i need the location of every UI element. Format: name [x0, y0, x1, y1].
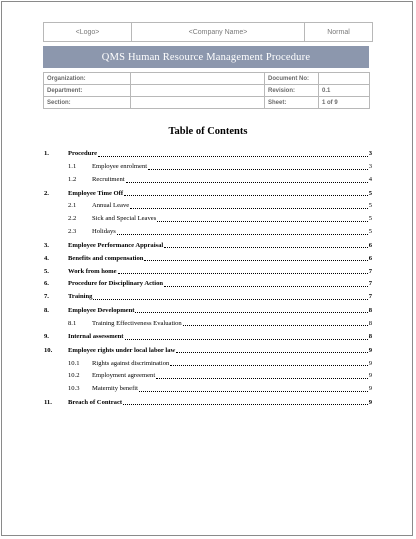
- toc-entry-title: Employment agreement: [92, 372, 156, 380]
- department-value: [131, 85, 265, 97]
- toc-entry-page: 6: [368, 241, 372, 249]
- toc-entry[interactable]: [42, 211, 372, 224]
- toc-entry-page: 5: [368, 202, 372, 210]
- toc-entry-title: Employee Performance Appraisal: [68, 241, 164, 249]
- section-label: Section:: [44, 97, 131, 109]
- toc-entry-title: Sick and Special Leaves: [92, 215, 157, 223]
- document-title-banner: QMS Human Resource Management Procedure: [43, 46, 369, 68]
- toc-entry-title: Procedure: [68, 150, 98, 158]
- toc-entry[interactable]: [42, 355, 372, 368]
- toc-entry[interactable]: [42, 302, 372, 315]
- organization-label: Organization:: [44, 73, 131, 85]
- toc-entry-title: Employee Development: [68, 306, 135, 314]
- toc-dot-leader: [183, 325, 368, 326]
- toc-entry-number: 10.: [44, 346, 53, 354]
- toc-entry-title: Employee enrolment: [92, 163, 148, 171]
- sheet-value: 1 of 9: [319, 97, 370, 109]
- toc-entry-number: 8.1: [68, 319, 77, 327]
- toc-entry[interactable]: [42, 198, 372, 211]
- toc-dot-leader: [125, 339, 368, 340]
- table-of-contents: [42, 146, 372, 407]
- toc-entry[interactable]: [42, 329, 372, 342]
- toc-entry-number: 1.2: [68, 176, 77, 184]
- toc-dot-leader: [170, 365, 367, 366]
- toc-dot-leader: [176, 352, 367, 353]
- toc-entry-page: 5: [368, 215, 372, 223]
- toc-entry-page: 7: [368, 267, 372, 275]
- toc-dot-leader: [93, 299, 367, 300]
- toc-entry-title: Benefits and compensation: [68, 254, 144, 262]
- toc-dot-leader: [98, 156, 368, 157]
- toc-entry-page: 9: [368, 359, 372, 367]
- toc-entry-title: Annual Leave: [92, 202, 130, 210]
- toc-dot-leader: [164, 247, 367, 248]
- toc-entry-number: 2.: [44, 189, 49, 197]
- toc-entry[interactable]: [42, 289, 372, 302]
- toc-entry[interactable]: [42, 224, 372, 237]
- department-label: Department:: [44, 85, 131, 97]
- revision-label: Revision:: [265, 85, 319, 97]
- revision-value: 0.1: [319, 85, 370, 97]
- toc-entry-number: 10.1: [68, 359, 80, 367]
- toc-entry[interactable]: [42, 276, 372, 289]
- toc-entry[interactable]: [42, 185, 372, 198]
- toc-dot-leader: [135, 312, 367, 313]
- toc-entry-page: 5: [368, 228, 372, 236]
- toc-entry-page: 6: [368, 254, 372, 262]
- toc-entry-number: 9.: [44, 333, 49, 341]
- toc-entry-number: 7.: [44, 293, 49, 301]
- logo-placeholder: <Logo>: [44, 23, 132, 42]
- toc-entry-title: Employee Time Off: [68, 189, 124, 197]
- toc-entry[interactable]: [42, 315, 372, 328]
- toc-entry[interactable]: [42, 394, 372, 407]
- toc-entry-page: 9: [368, 346, 372, 354]
- document-info-table: [43, 72, 370, 109]
- toc-entry-page: 7: [368, 280, 372, 288]
- toc-heading: Table of Contents: [168, 126, 248, 137]
- toc-entry[interactable]: [42, 263, 372, 276]
- toc-entry-number: 11.: [44, 398, 52, 406]
- toc-entry-title: Rights against discrimination: [92, 359, 170, 367]
- toc-entry-number: 2.2: [68, 215, 77, 223]
- toc-entry-number: 1.1: [68, 163, 77, 171]
- toc-entry[interactable]: [42, 237, 372, 250]
- toc-entry-page: 3: [368, 150, 372, 158]
- toc-entry-page: 5: [368, 189, 372, 197]
- toc-dot-leader: [126, 182, 368, 183]
- toc-entry-number: 2.3: [68, 228, 77, 236]
- toc-entry-page: 8: [368, 319, 372, 327]
- toc-dot-leader: [144, 260, 367, 261]
- toc-entry-title: Internal assessment: [68, 333, 124, 341]
- toc-entry-number: 8.: [44, 306, 49, 314]
- toc-dot-leader: [118, 273, 368, 274]
- toc-dot-leader: [130, 208, 368, 209]
- toc-entry-page: 8: [368, 306, 372, 314]
- toc-entry[interactable]: [42, 342, 372, 355]
- toc-entry-number: 4.: [44, 254, 49, 262]
- toc-entry-page: 9: [368, 398, 372, 406]
- toc-entry-number: 10.3: [68, 385, 80, 393]
- toc-entry-page: 8: [368, 333, 372, 341]
- toc-dot-leader: [157, 221, 367, 222]
- toc-entry-page: 4: [368, 176, 372, 184]
- toc-entry-title: Training Effectiveness Evaluation: [92, 319, 182, 327]
- toc-entry-title: Maternity benefit: [92, 385, 138, 393]
- toc-dot-leader: [139, 391, 368, 392]
- organization-value: [131, 73, 265, 85]
- toc-entry-title: Work from home: [68, 267, 117, 275]
- toc-entry[interactable]: [42, 172, 372, 185]
- document-no-value: [319, 73, 370, 85]
- toc-entry[interactable]: [42, 250, 372, 263]
- toc-dot-leader: [124, 195, 368, 196]
- toc-entry-number: 1.: [44, 150, 49, 158]
- toc-entry-number: 2.1: [68, 202, 77, 210]
- toc-entry[interactable]: [42, 381, 372, 394]
- toc-dot-leader: [148, 169, 368, 170]
- toc-entry-title: Recruitment: [92, 176, 125, 184]
- toc-entry-title: Breach of Contract: [68, 398, 123, 406]
- sheet-label: Sheet:: [265, 97, 319, 109]
- toc-entry-page: 9: [368, 385, 372, 393]
- document-status: Normal: [305, 23, 373, 42]
- company-name-placeholder: <Company Name>: [132, 23, 305, 42]
- toc-entry-page: 7: [368, 293, 372, 301]
- toc-entry-page: 3: [368, 163, 372, 171]
- toc-entry-page: 9: [368, 372, 372, 380]
- toc-entry[interactable]: [42, 159, 372, 172]
- toc-entry-title: Employee rights under local labor law: [68, 346, 176, 354]
- document-header: [43, 22, 373, 42]
- toc-dot-leader: [156, 378, 368, 379]
- toc-entry-title: Holidays: [92, 228, 116, 236]
- toc-dot-leader: [123, 404, 368, 405]
- section-value: [131, 97, 265, 109]
- toc-entry-title: Training: [68, 293, 93, 301]
- toc-entry-number: 10.2: [68, 372, 80, 380]
- toc-entry[interactable]: [42, 146, 372, 159]
- toc-entry-number: 6.: [44, 280, 49, 288]
- toc-dot-leader: [164, 286, 368, 287]
- document-no-label: Document No:: [265, 73, 319, 85]
- toc-entry-number: 5.: [44, 267, 49, 275]
- toc-dot-leader: [117, 234, 368, 235]
- toc-entry-title: Procedure for Disciplinary Action: [68, 280, 164, 288]
- toc-entry[interactable]: [42, 368, 372, 381]
- toc-entry-number: 3.: [44, 241, 49, 249]
